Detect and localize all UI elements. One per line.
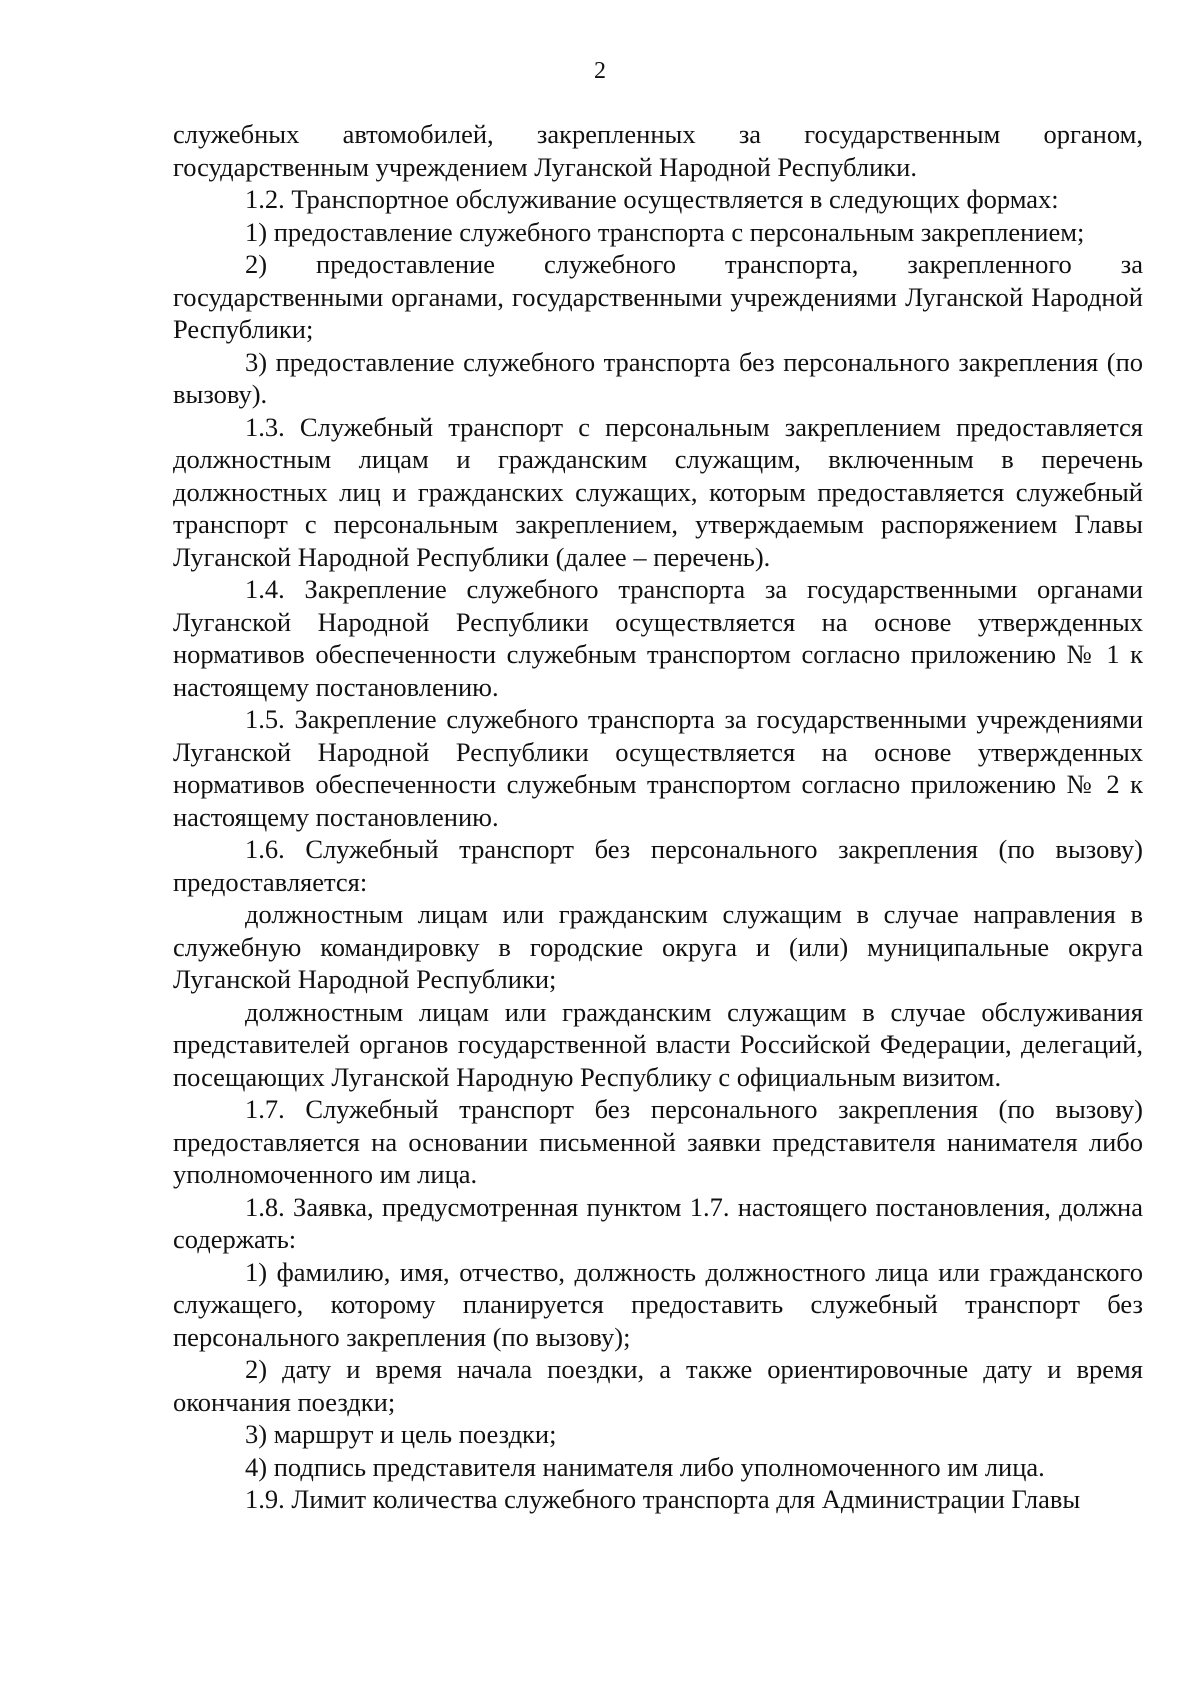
paragraph: 1.7. Служебный транспорт без персонального закрепления (по вызову) предоставляется на основании письменной заявки представителя нанимателя либо уполномоченного им лица. — [173, 1094, 1143, 1189]
paragraph: 3) маршрут и цель поездки; — [245, 1419, 557, 1449]
paragraph: 1.4. Закрепление служебного транспорта за государственными органами Луганской Народной Республики осуществляется на основе утвержденных нормативов обеспеченности служебным транспортом согласно приложению № 1 к настоящему постановлению. — [173, 574, 1143, 702]
paragraph: 3) предоставление служебного транспорта без персонального закрепления (по вызову). — [173, 346, 1143, 409]
paragraph: 4) подпись представителя нанимателя либо уполномоченного им лица. — [245, 1451, 1045, 1482]
paragraph: служебных автомобилей, закрепленных за государственным органом, государственным учреждением Луганской Народной Республики. — [173, 119, 1143, 182]
paragraph: 1.6. Служебный транспорт без персонального закрепления (по вызову) предоставляется: — [173, 834, 1143, 897]
paragraph: 1.2. Транспортное обслуживание осуществляется в следующих формах: — [245, 184, 1059, 214]
paragraph: 1) предоставление служебного транспорта с персональным закреплением; — [245, 216, 1085, 247]
document-body — [173, 118, 1143, 1516]
paragraph: 1.9. Лимит количества служебного транспорта для Администрации Главы — [245, 1484, 1081, 1514]
paragraph: 1.8. Заявка, предусмотренная пунктом 1.7. настоящего постановления, должна содержать: — [173, 1191, 1143, 1254]
paragraph: должностным лицам или гражданским служащим в случае обслуживания представителей органов государственной власти Российской Федерации, делегаций, посещающих Луганской Народную Республику с официальным визитом. — [173, 996, 1143, 1092]
paragraph: 1) фамилию, имя, отчество, должность должностного лица или гражданского служащего, которому планируется предоставить служебный транспорт без персонального закрепления (по вызову); — [173, 1256, 1143, 1352]
paragraph: 2) предоставление служебного транспорта, закрепленного за государственными органами, государственными учреждениями Луганской Народной Республики; — [173, 249, 1143, 344]
paragraph: должностным лицам или гражданским служащим в случае направления в служебную командировку в городские округа и (или) муниципальные округа Луганской Народной Республики; — [173, 899, 1143, 994]
paragraph: 2) дату и время начала поездки, а также ориентировочные дату и время окончания поездки; — [173, 1354, 1143, 1417]
paragraph: 1.5. Закрепление служебного транспорта за государственными учреждениями Луганской Народной Республики осуществляется на основе утвержденных нормативов обеспеченности служебным транспортом согласно приложению № 2 к настоящему постановлению. — [173, 704, 1143, 832]
paragraph: 1.3. Служебный транспорт с персональным закреплением предоставляется должностным лицам и гражданским служащим, включенным в перечень должностных лиц и гражданских служащих, которым предоставляется служебный транспорт с персональным закреплением, утверждаемым распоряжением Главы Луганской Народной Республики (далее – перечень). — [173, 411, 1143, 572]
page-number: 2 — [594, 58, 606, 84]
